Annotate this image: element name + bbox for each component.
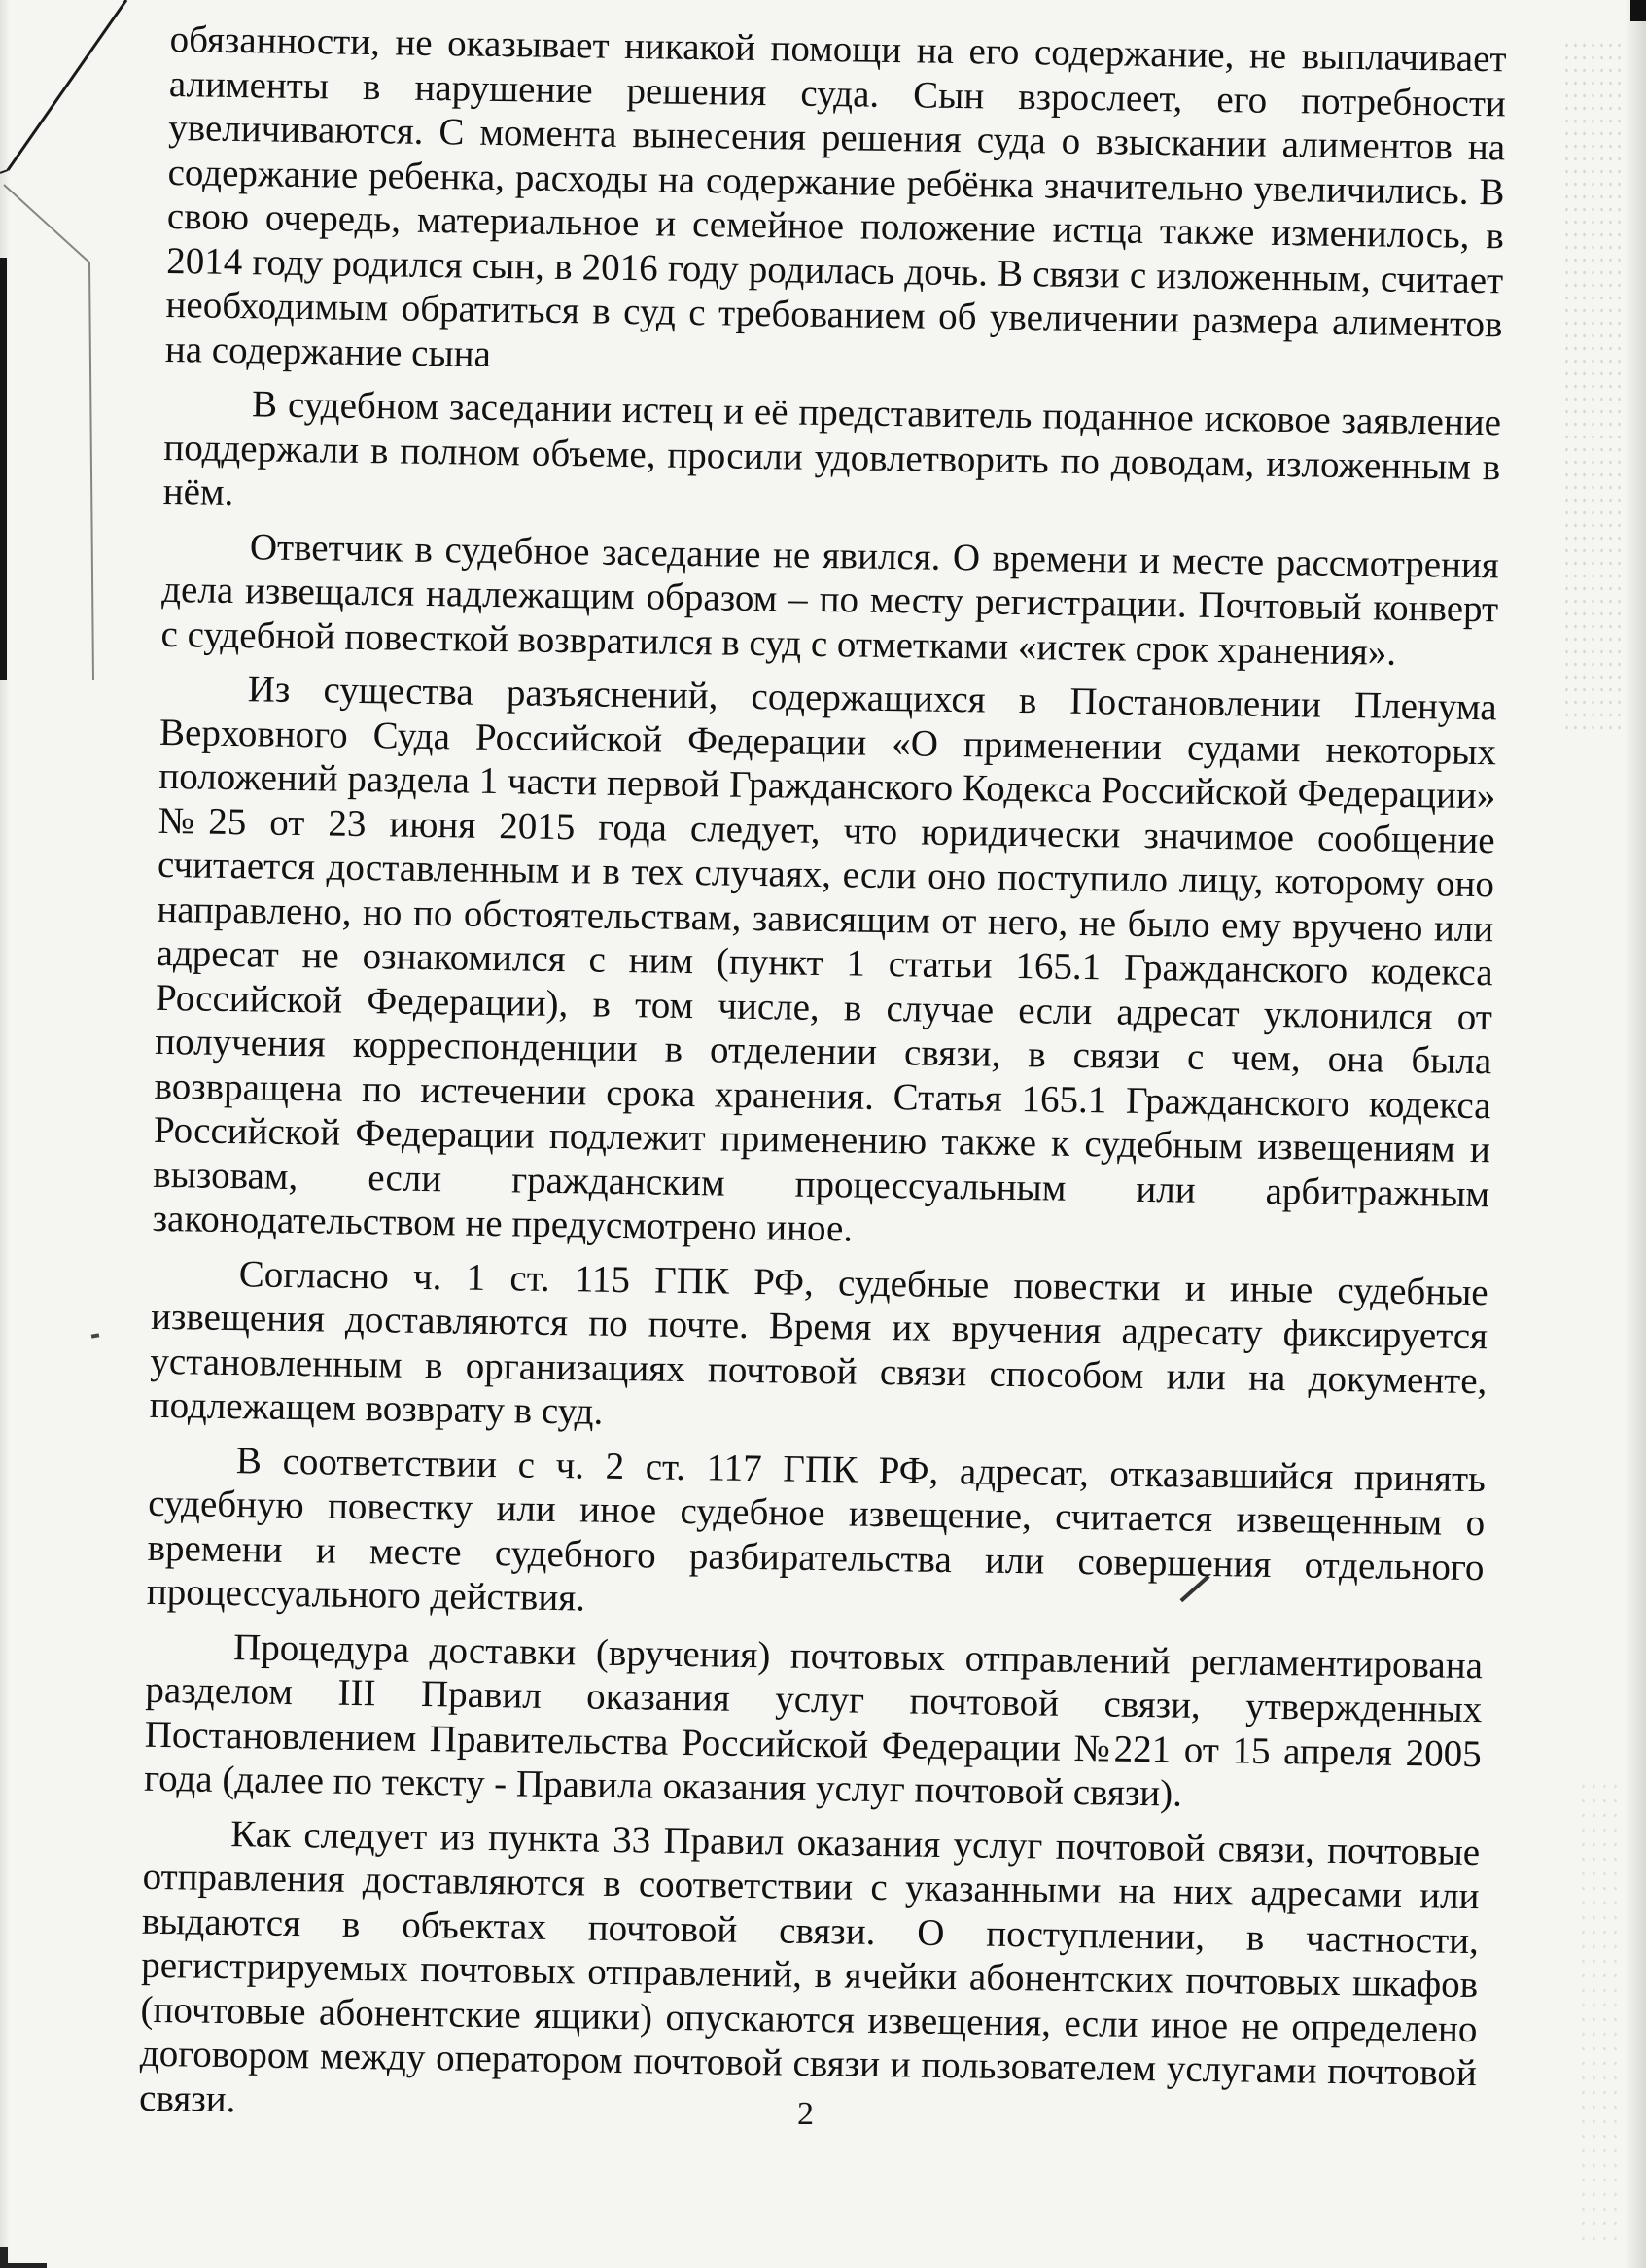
scan-left-edge-shadow (0, 0, 10, 2268)
scan-noise-top-right (1562, 39, 1621, 739)
paragraph-6: В соответствии с ч. 2 ст. 117 ГПК РФ, адресат, отказавшийся принять судебную повестку или иное судебное извещение, считается извещенным о времени и месте судебного разбирательства или совершения отдельного процессуального действия. (146, 1439, 1487, 1620)
paragraph-7: Процедура доставки (вручения) почтовых отправлений регламентирована разделом III Правил оказания услуг почтовой связи, утвержденных Постановлением Правительства Российской Федерации №221 от 15 апреля 2005 года (далее по тексту - Правила оказания услуг почтовой связи). (143, 1625, 1484, 1815)
paragraph-5: Согласно ч. 1 ст. 115 ГПК РФ, судебные повестки и иные судебные извещения доставляются по почте. Время их вручения адресату фиксируется установленным в организациях почтовой связи способом или на документе, подлежащем возврату в суд. (149, 1252, 1489, 1433)
paragraph-3: Ответчик в судебное заседание не явился. О времени и месте рассмотрения дела извещался надлежащим образом – по месту регистрации. Почтовый конверт с судебной повесткой возвратился в суд с отметками «истек срок хранения». (160, 525, 1500, 674)
document-body (138, 17, 1507, 2224)
scan-right-edge-shadow (1625, 0, 1646, 2268)
paragraph-1: обязанности, не оказывает никакой помощи на его содержание, не выплачивает алименты в нарушение решения суда. Сын взрослеет, его потребности увеличиваются. С момента вынесения решения суда о взыскании алиментов на содержание ребенка, расходы на содержание ребёнка значительно увеличились. В свою очередь, материальное и семейное положение истца также изменилось, в 2014 году родился сын, в 2016 году родилась дочь. В связи с изложенным, считает необходимым обратиться в суд с требованием об увеличении размера алиментов на содержание сына (164, 17, 1507, 375)
scan-noise-bottom-right (1578, 1779, 1625, 2246)
scan-bottom-corner-mark (0, 2247, 47, 2268)
paragraph-2: В судебном заседании истец и её представитель поданное исковое заявление поддержали в полном объеме, просили удовлетворить по доводам, изложенным в нём. (162, 383, 1502, 514)
paragraph-4: Из существа разъяснений, содержащихся в Постановлении Пленума Верховного Суда Российской Федерации «О применении судами некоторых положений раздела 1 части первой Гражданского Кодекса Российской Федерации» №25 от 23 июня 2015 года следует, что юридически значимое сообщение считается доставленным и в тех случаях, если оно поступило лицу, которому оно направлено, но по обстоятельствам, зависящим от него, не было ему вручено или адресат не ознакомился с ним (пункт 1 статьи 165.1 Гражданского кодекса Российской Федерации), в том числе, в случае если адресат уклонился от получения корреспонденции в отделении связи, в связи с чем, она была возвращена по истечении срока хранения. Статья 165.1 Гражданского кодекса Российской Федерации подлежит применению также к судебным извещениям и вызовам, если гражданским процессуальным или арбитражным законодательством не предусмотрено иное. (152, 668, 1497, 1250)
scan-corner-mark (1630, 0, 1646, 21)
paragraph-8: Как следует из пункта 33 Правил оказания услуг почтовой связи, почтовые отправления доставляются в соответствии с указанными на них адресами или выдаются в объектах почтовой связи. О поступлении, в частности, регистрируемых почтовых отправлений, в ячейки абонентских почтовых шкафов (почтовые абонентские ящики) опускаются извещения, если иное не определено договором между оператором почтовой связи и пользователем услугами почтовой связи. (138, 1812, 1481, 2120)
page-number: 2 (797, 2096, 814, 2132)
